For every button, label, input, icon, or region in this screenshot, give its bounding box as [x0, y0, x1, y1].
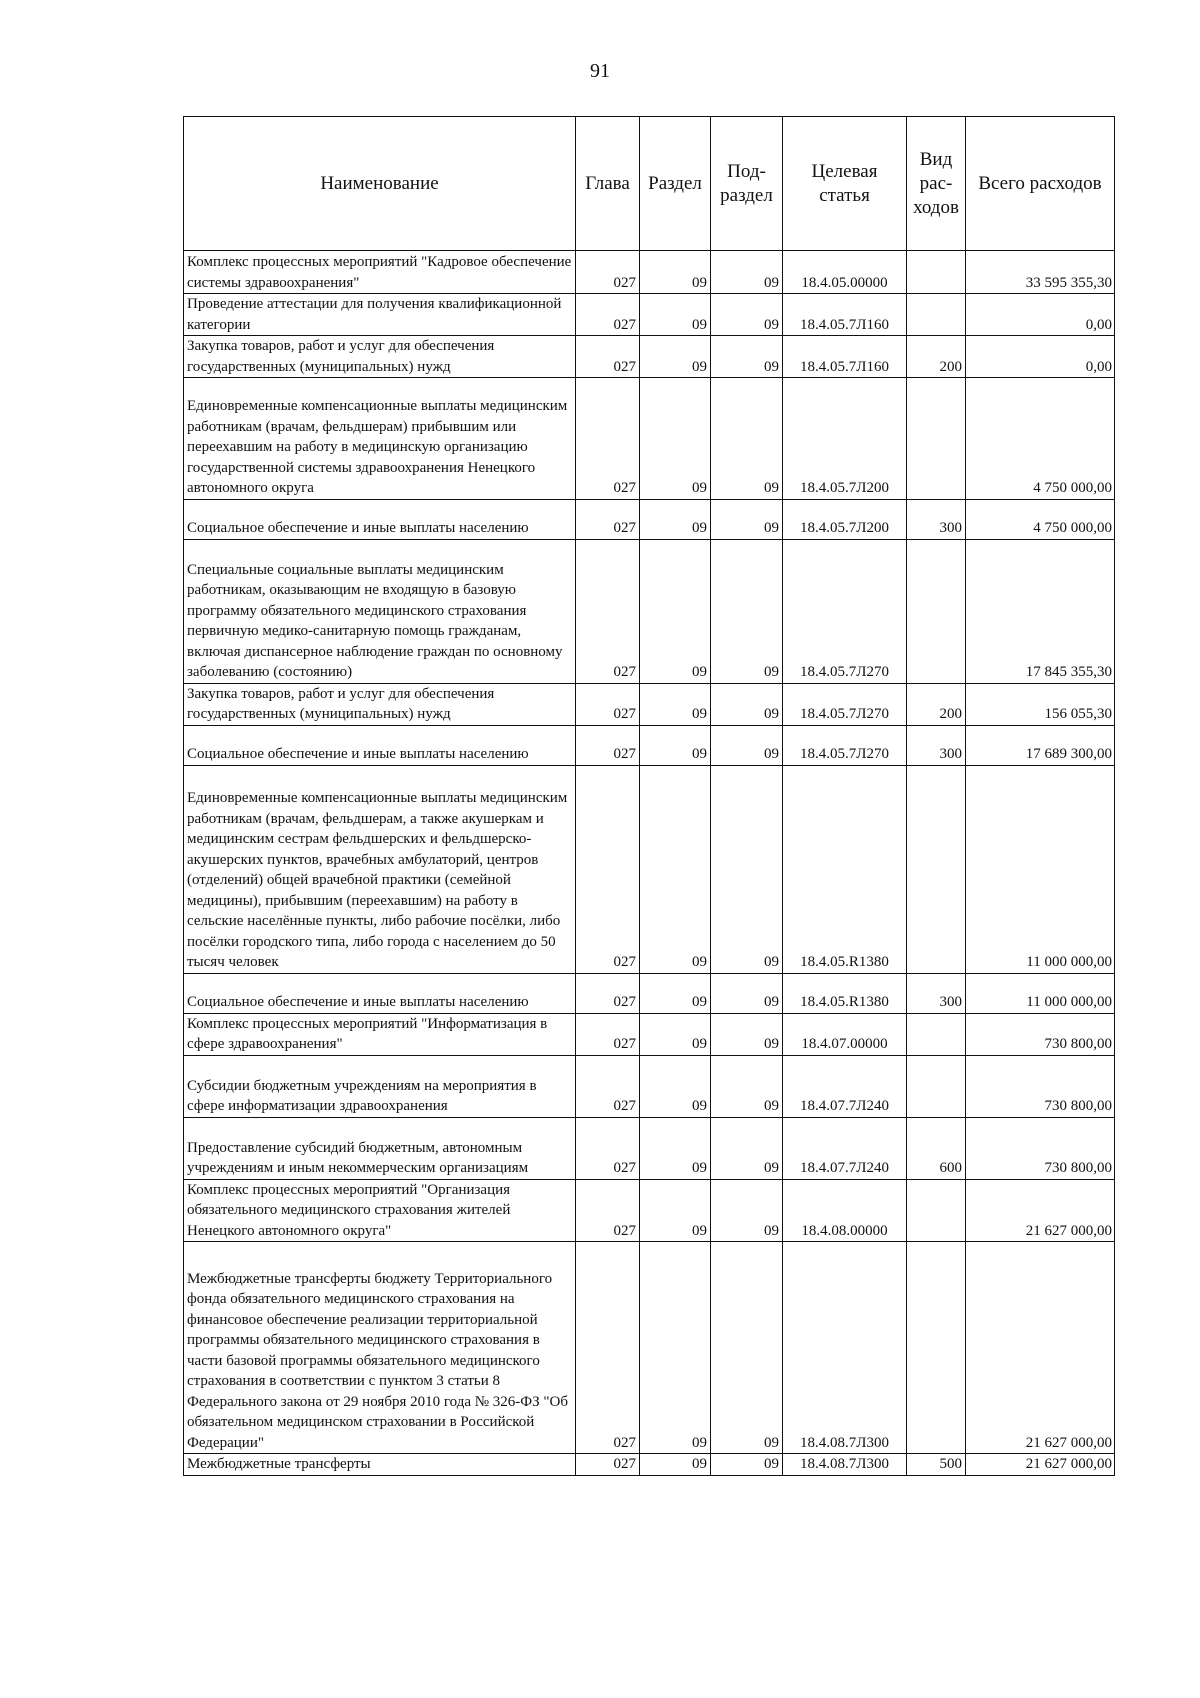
cell-glava: 027 [576, 1117, 640, 1179]
cell-target: 18.4.05.R1380 [783, 973, 907, 1013]
cell-vid: 200 [907, 336, 966, 378]
cell-name: Закупка товаров, работ и услуг для обеспечения государственных (муниципальных) нужд [184, 336, 576, 378]
cell-razdel: 09 [640, 1055, 711, 1117]
cell-target: 18.4.05.7Л270 [783, 683, 907, 725]
cell-total: 730 800,00 [966, 1055, 1115, 1117]
table-row [184, 294, 1115, 336]
cell-vid: 200 [907, 683, 966, 725]
cell-total: 21 627 000,00 [966, 1242, 1115, 1454]
cell-total: 730 800,00 [966, 1013, 1115, 1055]
cell-name: Комплекс процессных мероприятий "Кадровое обеспечение системы здравоохранения" [184, 251, 576, 294]
cell-total: 33 595 355,30 [966, 251, 1115, 294]
header-razdel: Раздел [640, 117, 711, 251]
table-row [184, 1242, 1115, 1454]
cell-glava: 027 [576, 1013, 640, 1055]
cell-name: Проведение аттестации для получения квалификационной категории [184, 294, 576, 336]
cell-podrazdel: 09 [711, 1242, 783, 1454]
cell-target: 18.4.07.7Л240 [783, 1117, 907, 1179]
cell-glava: 027 [576, 765, 640, 973]
cell-razdel: 09 [640, 683, 711, 725]
cell-target: 18.4.08.7Л300 [783, 1454, 907, 1476]
table-row [184, 539, 1115, 683]
cell-target: 18.4.05.00000 [783, 251, 907, 294]
cell-glava: 027 [576, 1454, 640, 1476]
cell-podrazdel: 09 [711, 539, 783, 683]
cell-name: Единовременные компенсационные выплаты медицинским работникам (врачам, фельдшерам) прибывшим или переехавшим на работу в медицинскую организацию государственной системы здравоохранения Ненецкого автономного округа [184, 378, 576, 500]
cell-name: Социальное обеспечение и иные выплаты населению [184, 499, 576, 539]
table-row [184, 251, 1115, 294]
cell-target: 18.4.05.7Л270 [783, 539, 907, 683]
header-name: Наименование [184, 117, 576, 251]
cell-name: Социальное обеспечение и иные выплаты населению [184, 973, 576, 1013]
cell-target: 18.4.05.7Л160 [783, 294, 907, 336]
cell-glava: 027 [576, 539, 640, 683]
cell-vid [907, 1179, 966, 1242]
cell-name: Единовременные компенсационные выплаты медицинским работникам (врачам, фельдшерам, а также акушеркам и медицинским сестрам фельдшерских и фельдшерско-акушерских пунктов, врачебных амбулаторий, центров (отделений) общей врачебной практики (семейной медицины), прибывшим (переехавшим) на работу в сельские населённые пункты, либо рабочие посёлки, либо посёлки городского типа, либо города с населением до 50 тысяч человек [184, 765, 576, 973]
cell-razdel: 09 [640, 1179, 711, 1242]
budget-table [183, 116, 1115, 1476]
cell-vid [907, 1013, 966, 1055]
cell-name: Предоставление субсидий бюджетным, автономным учреждениям и иным некоммерческим организациям [184, 1117, 576, 1179]
cell-vid [907, 1055, 966, 1117]
cell-name: Межбюджетные трансферты [184, 1454, 576, 1476]
table-row [184, 499, 1115, 539]
cell-podrazdel: 09 [711, 725, 783, 765]
cell-name: Межбюджетные трансферты бюджету Территориального фонда обязательного медицинского страхования на финансовое обеспечение реализации территориальной программы обязательного медицинского страхования в части базовой программы обязательного медицинского страхования в соответствии с пунктом 3 статьи 8 Федерального закона от 29 ноября 2010 года № 326-ФЗ "Об обязательном медицинском страховании в Российской Федерации" [184, 1242, 576, 1454]
cell-target: 18.4.08.00000 [783, 1179, 907, 1242]
cell-podrazdel: 09 [711, 1013, 783, 1055]
cell-vid: 300 [907, 973, 966, 1013]
cell-glava: 027 [576, 378, 640, 500]
cell-vid: 300 [907, 499, 966, 539]
cell-total: 11 000 000,00 [966, 973, 1115, 1013]
cell-razdel: 09 [640, 1242, 711, 1454]
header-vid: Вид рас- ходов [907, 117, 966, 251]
cell-razdel: 09 [640, 1117, 711, 1179]
cell-podrazdel: 09 [711, 251, 783, 294]
cell-name: Социальное обеспечение и иные выплаты населению [184, 725, 576, 765]
cell-target: 18.4.05.7Л160 [783, 336, 907, 378]
cell-total: 0,00 [966, 294, 1115, 336]
cell-glava: 027 [576, 1242, 640, 1454]
cell-vid [907, 378, 966, 500]
cell-total: 17 845 355,30 [966, 539, 1115, 683]
table-row [184, 336, 1115, 378]
table-row [184, 765, 1115, 973]
cell-razdel: 09 [640, 725, 711, 765]
cell-glava: 027 [576, 499, 640, 539]
cell-glava: 027 [576, 725, 640, 765]
page-number: 91 [590, 60, 610, 82]
cell-name: Комплекс процессных мероприятий "Информатизация в сфере здравоохранения" [184, 1013, 576, 1055]
cell-vid [907, 1242, 966, 1454]
cell-glava: 027 [576, 973, 640, 1013]
cell-total: 11 000 000,00 [966, 765, 1115, 973]
cell-razdel: 09 [640, 294, 711, 336]
cell-total: 21 627 000,00 [966, 1179, 1115, 1242]
cell-razdel: 09 [640, 973, 711, 1013]
cell-razdel: 09 [640, 1013, 711, 1055]
table-row [184, 378, 1115, 500]
cell-target: 18.4.08.7Л300 [783, 1242, 907, 1454]
header-row [184, 117, 1115, 251]
table-row [184, 683, 1115, 725]
cell-glava: 027 [576, 683, 640, 725]
cell-razdel: 09 [640, 251, 711, 294]
cell-glava: 027 [576, 1179, 640, 1242]
cell-podrazdel: 09 [711, 336, 783, 378]
header-glava: Глава [576, 117, 640, 251]
cell-target: 18.4.05.R1380 [783, 765, 907, 973]
cell-razdel: 09 [640, 1454, 711, 1476]
cell-razdel: 09 [640, 539, 711, 683]
cell-total: 17 689 300,00 [966, 725, 1115, 765]
header-target: Целевая статья [783, 117, 907, 251]
header-total: Всего расходов [966, 117, 1115, 251]
cell-vid: 600 [907, 1117, 966, 1179]
cell-total: 0,00 [966, 336, 1115, 378]
cell-target: 18.4.05.7Л200 [783, 378, 907, 500]
table-row [184, 1013, 1115, 1055]
cell-glava: 027 [576, 294, 640, 336]
cell-podrazdel: 09 [711, 973, 783, 1013]
cell-vid [907, 251, 966, 294]
table-row [184, 1117, 1115, 1179]
cell-total: 730 800,00 [966, 1117, 1115, 1179]
cell-razdel: 09 [640, 499, 711, 539]
cell-total: 4 750 000,00 [966, 499, 1115, 539]
cell-glava: 027 [576, 251, 640, 294]
cell-total: 21 627 000,00 [966, 1454, 1115, 1476]
cell-podrazdel: 09 [711, 683, 783, 725]
header-podrazdel: Под- раздел [711, 117, 783, 251]
table-row [184, 1454, 1115, 1476]
cell-vid [907, 539, 966, 683]
cell-podrazdel: 09 [711, 1179, 783, 1242]
cell-vid [907, 765, 966, 973]
table-row [184, 1179, 1115, 1242]
cell-podrazdel: 09 [711, 378, 783, 500]
table-row [184, 1055, 1115, 1117]
cell-podrazdel: 09 [711, 1454, 783, 1476]
cell-podrazdel: 09 [711, 1055, 783, 1117]
cell-name: Субсидии бюджетным учреждениям на мероприятия в сфере информатизации здравоохранения [184, 1055, 576, 1117]
table-row [184, 725, 1115, 765]
cell-name: Специальные социальные выплаты медицинским работникам, оказывающим не входящую в базовую программу обязательного медицинского страхования первичную медико-санитарную помощь гражданам, включая диспансерное наблюдение граждан по основному заболеванию (состоянию) [184, 539, 576, 683]
cell-target: 18.4.07.00000 [783, 1013, 907, 1055]
cell-podrazdel: 09 [711, 294, 783, 336]
table-row [184, 973, 1115, 1013]
cell-glava: 027 [576, 336, 640, 378]
cell-vid: 500 [907, 1454, 966, 1476]
cell-vid: 300 [907, 725, 966, 765]
cell-vid [907, 294, 966, 336]
cell-podrazdel: 09 [711, 1117, 783, 1179]
cell-glava: 027 [576, 1055, 640, 1117]
table-body [184, 251, 1115, 1476]
cell-total: 4 750 000,00 [966, 378, 1115, 500]
cell-name: Комплекс процессных мероприятий "Организация обязательного медицинского страхования жителей Ненецкого автономного округа" [184, 1179, 576, 1242]
cell-total: 156 055,30 [966, 683, 1115, 725]
cell-target: 18.4.05.7Л200 [783, 499, 907, 539]
cell-podrazdel: 09 [711, 765, 783, 973]
cell-target: 18.4.05.7Л270 [783, 725, 907, 765]
cell-razdel: 09 [640, 336, 711, 378]
cell-razdel: 09 [640, 378, 711, 500]
table-header [184, 117, 1115, 251]
cell-razdel: 09 [640, 765, 711, 973]
cell-podrazdel: 09 [711, 499, 783, 539]
cell-target: 18.4.07.7Л240 [783, 1055, 907, 1117]
cell-name: Закупка товаров, работ и услуг для обеспечения государственных (муниципальных) нужд [184, 683, 576, 725]
